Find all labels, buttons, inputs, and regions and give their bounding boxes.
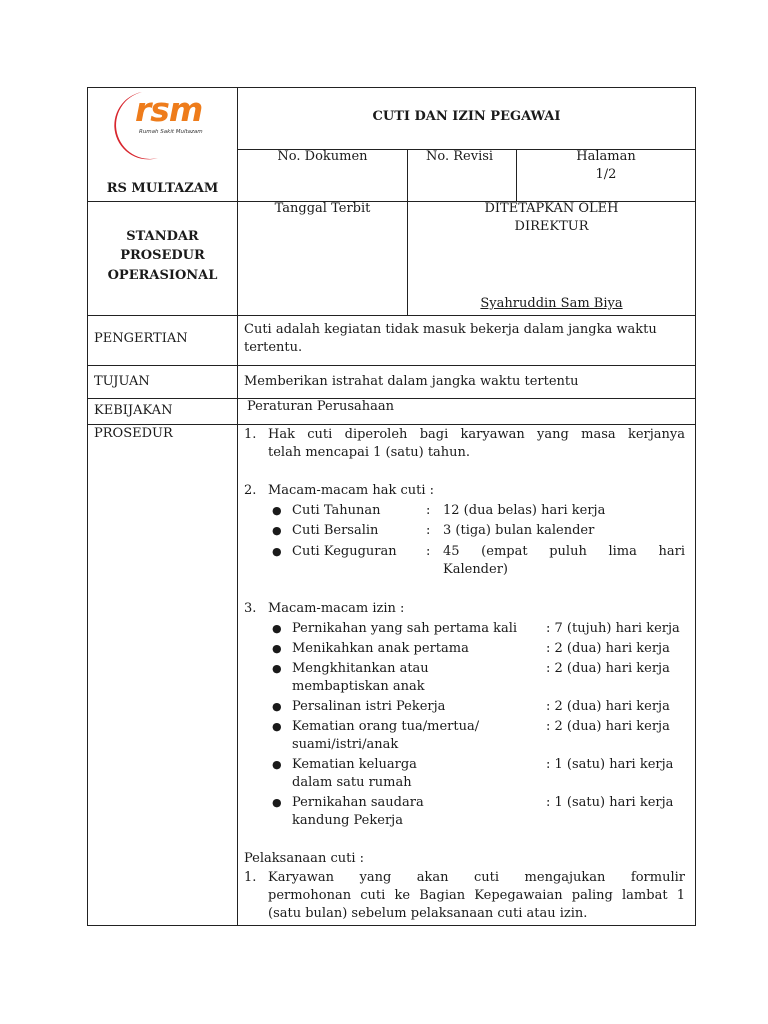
- izin-value: : 2 (dua) hari kerja: [546, 661, 670, 676]
- izin-label: Pernikahan yang sah pertama kali: [292, 621, 518, 636]
- prosedur-item2-number: 2.: [244, 483, 257, 498]
- izin-value: : 7 (tujuh) hari kerja: [546, 621, 680, 636]
- kebijakan-label: KEBIJAKAN: [94, 403, 173, 418]
- hak-cuti-value: 45 (empat puluh lima hari: [443, 544, 685, 559]
- izin-value: : 2 (dua) hari kerja: [546, 699, 670, 714]
- izin-value: : 1 (satu) hari kerja: [546, 757, 674, 772]
- izin-value: : 2 (dua) hari kerja: [546, 641, 670, 656]
- ditetapkan-line2: DIREKTUR: [514, 219, 589, 234]
- no-revisi-label: No. Revisi: [426, 149, 494, 164]
- bullet-icon: ●: [272, 700, 282, 713]
- pelaksanaan-item1-line2: permohonan cuti ke Bagian Kepegawaian paling lambat 1: [268, 888, 685, 903]
- hak-cuti-sep: :: [426, 503, 431, 518]
- pengertian-label: PENGERTIAN: [94, 331, 188, 346]
- izin-label: Pernikahan saudara: [292, 795, 424, 810]
- prosedur-item1-line2: telah mencapai 1 (satu) tahun.: [268, 445, 471, 460]
- bullet-icon: ●: [272, 758, 282, 771]
- bullet-icon: ●: [272, 545, 282, 558]
- pelaksanaan-item1-number: 1.: [244, 870, 257, 885]
- pengertian-text-line1: Cuti adalah kegiatan tidak masuk bekerja dalam jangka waktu: [244, 322, 657, 337]
- izin-label: Kematian keluarga: [292, 757, 417, 772]
- izin-label-cont: dalam satu rumah: [292, 775, 412, 790]
- prosedur-item1-number: 1.: [244, 427, 257, 442]
- hak-cuti-value-cont: Kalender): [443, 562, 508, 577]
- hak-cuti-sep: :: [426, 544, 431, 559]
- row-divider-sop: [87, 315, 696, 316]
- sop-title-line2: PROSEDUR: [120, 248, 205, 263]
- director-name: Syahruddin Sam Biya: [480, 296, 623, 311]
- ditetapkan-line1: DITETAPKAN OLEH: [484, 201, 619, 216]
- bullet-icon: ●: [272, 504, 282, 517]
- kebijakan-text: Peraturan Perusahaan: [247, 399, 394, 414]
- prosedur-item1-line1: Hak cuti diperoleh bagi karyawan yang masa kerjanya: [268, 427, 685, 442]
- hospital-name: RS MULTAZAM: [106, 181, 219, 196]
- row-divider-kebijakan: [87, 424, 696, 425]
- prosedur-item3-number: 3.: [244, 601, 257, 616]
- bullet-icon: ●: [272, 642, 282, 655]
- halaman-label: Halaman: [576, 149, 636, 164]
- tujuan-label: TUJUAN: [94, 374, 150, 389]
- izin-label: Persalinan istri Pekerja: [292, 699, 446, 714]
- pelaksanaan-item1-line1: Karyawan yang akan cuti mengajukan formulir: [268, 870, 685, 885]
- bullet-icon: ●: [272, 662, 282, 675]
- tanggal-terbit-label: Tanggal Terbit: [274, 201, 371, 216]
- hak-cuti-label: Cuti Keguguran: [292, 544, 397, 559]
- sop-title-line3: OPERASIONAL: [107, 268, 218, 283]
- izin-label: Menikahkan anak pertama: [292, 641, 469, 656]
- izin-value: : 2 (dua) hari kerja: [546, 719, 670, 734]
- hak-cuti-sep: :: [426, 523, 431, 538]
- izin-label-cont: membaptiskan anak: [292, 679, 425, 694]
- table-border-right: [695, 87, 696, 926]
- logo-text: rsm: [135, 90, 203, 129]
- table-border-bottom: [87, 925, 696, 926]
- pengertian-text-line2: tertentu.: [244, 340, 303, 355]
- pelaksanaan-title: Pelaksanaan cuti :: [244, 851, 364, 866]
- document-title: CUTI DAN IZIN PEGAWAI: [372, 109, 561, 124]
- prosedur-label: PROSEDUR: [94, 426, 173, 441]
- bullet-icon: ●: [272, 622, 282, 635]
- bullet-icon: ●: [272, 796, 282, 809]
- izin-label-cont: suami/istri/anak: [292, 737, 399, 752]
- izin-label: Mengkhitankan atau: [292, 661, 429, 676]
- izin-value: : 1 (satu) hari kerja: [546, 795, 674, 810]
- hospital-logo: [112, 88, 222, 160]
- tujuan-text: Memberikan istrahat dalam jangka waktu tertentu: [244, 374, 579, 389]
- row-divider-pengertian: [87, 365, 696, 366]
- table-border-left: [87, 87, 88, 926]
- bullet-icon: ●: [272, 720, 282, 733]
- hak-cuti-label: Cuti Tahunan: [292, 503, 381, 518]
- halaman-value: 1/2: [595, 167, 617, 182]
- prosedur-item2-title: Macam-macam hak cuti :: [268, 483, 435, 498]
- izin-label-cont: kandung Pekerja: [292, 813, 403, 828]
- hak-cuti-value: 12 (dua belas) hari kerja: [443, 503, 606, 518]
- prosedur-item3-title: Macam-macam izin :: [268, 601, 405, 616]
- sop-title-line1: STANDAR: [126, 229, 199, 244]
- logo-subtext: Rumah Sakit Multazam: [139, 129, 203, 135]
- no-dokumen-label: No. Dokumen: [277, 149, 368, 164]
- bullet-icon: ●: [272, 524, 282, 537]
- hak-cuti-value: 3 (tiga) bulan kalender: [443, 523, 595, 538]
- izin-label: Kematian orang tua/mertua/: [292, 719, 480, 734]
- pelaksanaan-item1-line3: (satu bulan) sebelum pelaksanaan cuti atau izin.: [268, 906, 588, 921]
- hak-cuti-label: Cuti Bersalin: [292, 523, 379, 538]
